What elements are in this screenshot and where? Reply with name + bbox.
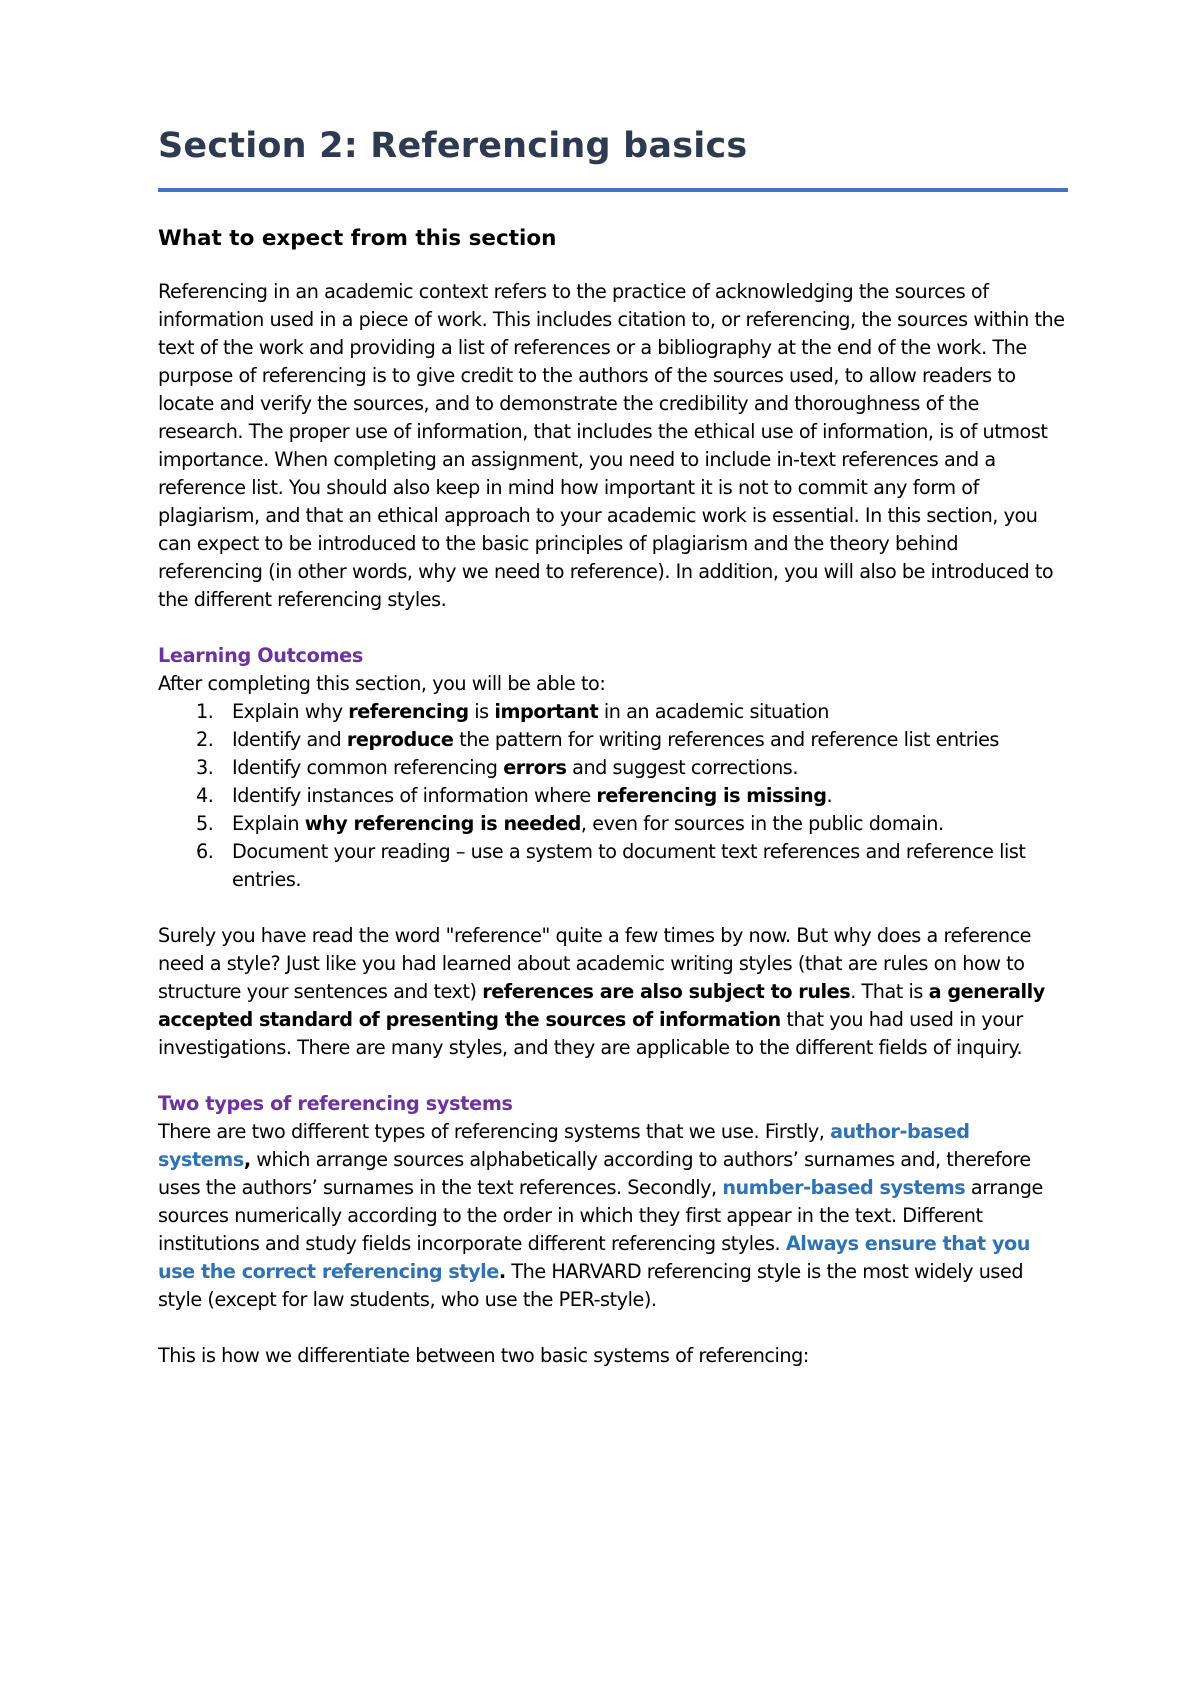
item-bold: important — [494, 700, 599, 723]
learning-outcomes-list — [158, 698, 1068, 894]
para-text: Surely you have read the word "reference" quite a few times by now. But why does a reference need a style? Just like you had learned about academic writing styles (that are rules on how to structure your sentences and text) — [158, 924, 1032, 1003]
list-number: 1. — [196, 700, 214, 723]
closing-paragraph: This is how we differentiate between two basic systems of referencing: — [158, 1344, 809, 1367]
item-text: Identify instances of information where — [232, 784, 597, 807]
item-text: Identify common referencing — [232, 756, 504, 779]
page-title: Section 2: Referencing basics — [158, 126, 748, 166]
item-text: is — [468, 700, 495, 723]
list-item — [158, 698, 1068, 726]
para-text: There are two different types of referencing systems that we use. Firstly, — [158, 1120, 831, 1143]
para-text: . That is — [850, 980, 929, 1003]
learning-outcomes-lead: After completing this section, you will be able to: — [158, 672, 606, 695]
list-item — [158, 810, 1068, 838]
list-item — [158, 726, 1068, 754]
list-item — [158, 782, 1068, 810]
list-number: 4. — [196, 784, 214, 807]
item-bold: why referencing is needed — [304, 812, 581, 835]
para-bold: . — [498, 1260, 506, 1283]
para-text: arrange sources numerically according to the order in which they first appear in the text. Different institutions and study fields incorporate different referencing styles. — [158, 1176, 1043, 1255]
item-text: Explain — [232, 812, 305, 835]
item-bold: referencing — [348, 700, 469, 723]
style-paragraph — [158, 922, 1068, 1062]
para-text: which arrange sources alphabetically according to authors’ surnames and, therefore uses the authors’ surnames in the text references. Secondly, — [158, 1148, 1031, 1199]
item-text: in an academic situation — [598, 700, 829, 723]
highlight-number-based: number-based systems — [722, 1176, 966, 1199]
item-text: , even for sources in the public domain. — [580, 812, 944, 835]
list-number: 6. — [196, 840, 214, 863]
item-text: the pattern for writing references and reference list entries — [453, 728, 999, 751]
item-bold: referencing is missing — [596, 784, 827, 807]
item-text: . — [826, 784, 833, 807]
para-text: that you had used in your investigations. There are many styles, and they are applicable to the different fields of inquiry. — [158, 1008, 1023, 1059]
highlight-correct-style: Always ensure that you use the correct referencing style — [158, 1232, 1030, 1283]
two-types-paragraph — [158, 1118, 1068, 1314]
item-bold: reproduce — [346, 728, 454, 751]
list-item — [158, 838, 1068, 894]
learning-outcomes-heading: Learning Outcomes — [158, 644, 363, 667]
para-text: The HARVARD referencing style is the most widely used style (except for law students, who use the PER-style). — [158, 1260, 1024, 1311]
item-text: Explain why — [232, 700, 349, 723]
item-bold: errors — [503, 756, 567, 779]
para-bold: , — [243, 1148, 251, 1171]
item-text: Document your reading – use a system to document text references and reference list entries. — [232, 840, 1026, 891]
list-number: 2. — [196, 728, 214, 751]
two-types-heading: Two types of referencing systems — [158, 1092, 513, 1115]
intro-paragraph: Referencing in an academic context refers to the practice of acknowledging the sources of information used in a piece of work. This includes citation to, or referencing, the sources within the text of the work and providing a list of references or a bibliography at the end of the work. The purpose of referencing is to give credit to the authors of the sources used, to allow readers to locate and verify the sources, and to demonstrate the credibility and thoroughness of the research. The proper use of information, that includes the ethical use of information, is of utmost importance. When completing an assignment, you need to include in-text references and a reference list. You should also keep in mind how important it is not to commit any form of plagiarism, and that an ethical approach to your academic work is essential. In this section, you can expect to be introduced to the basic principles of plagiarism and the theory behind referencing (in other words, why we need to reference). In addition, you will also be introduced to the different referencing styles. — [158, 280, 1065, 611]
list-number: 3. — [196, 756, 214, 779]
document-page — [158, 120, 1068, 1370]
para-bold: references are also subject to rules — [482, 980, 851, 1003]
title-underline — [158, 188, 1068, 192]
list-item — [158, 754, 1068, 782]
para-bold: a generally accepted standard of presenting the sources of information — [158, 980, 1045, 1031]
item-text: and suggest corrections. — [566, 756, 798, 779]
list-number: 5. — [196, 812, 214, 835]
highlight-author-based: author-based systems — [158, 1120, 970, 1171]
item-text: Identify and — [232, 728, 347, 751]
section-subheading: What to expect from this section — [158, 226, 557, 251]
